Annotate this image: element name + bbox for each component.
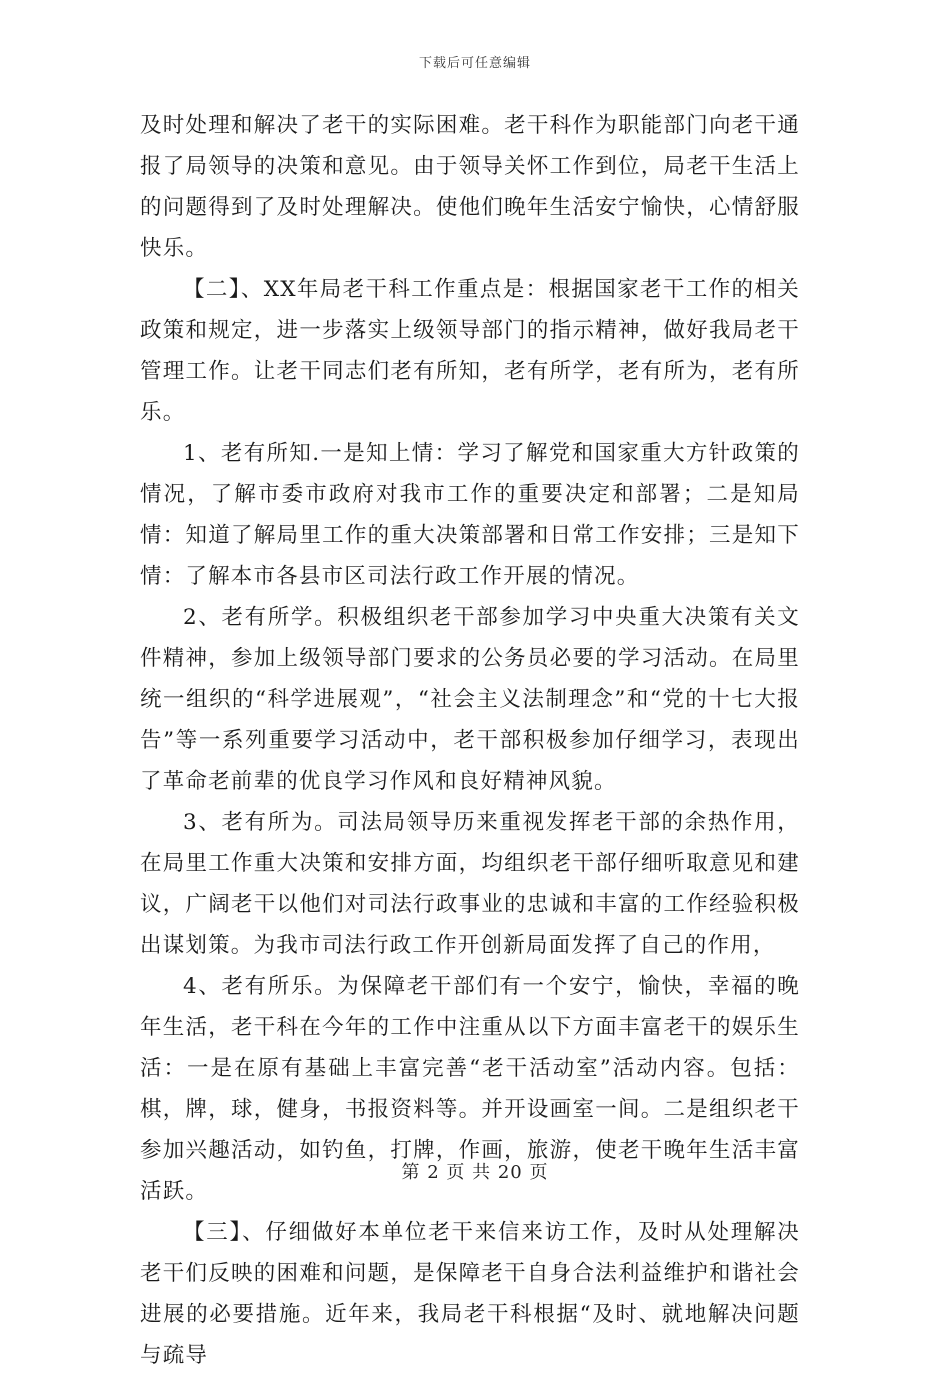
page-number-footer: 第 2 页 共 20 页 <box>401 1162 549 1183</box>
paragraph-item-3: 3、老有所为。司法局领导历来重视发挥老干部的余热作用，在局里工作重大决策和安排方面，均组织老干部仔细听取意见和建议，广阔老干以他们对司法行政事业的忠诚和丰富的工作经验积极出谋划策。为我市司法行政工作开创新局面发挥了自己的作用， <box>140 810 800 958</box>
paragraph-item-4: 4、老有所乐。为保障老干部们有一个安宁，愉快，幸福的晚年生活，老干科在今年的工作中注重从以下方面丰富老干的娱乐生活：一是在原有基础上丰富完善“老干活动室”活动内容。包括：棋，牌，球，健身，书报资料等。并开设画室一间。二是组织老干参加兴趣活动，如钓鱼，打牌，作画，旅游，使老干晚年生活丰富活跃。 <box>140 974 800 1204</box>
paragraph-item-2: 2、老有所学。积极组织老干部参加学习中央重大决策有关文件精神，参加上级领导部门要求的公务员必要的学习活动。在局里统一组织的“科学进展观”，“社会主义法制理念”和“党的十七大报告”等一系列重要学习活动中，老干部积极参加仔细学习，表现出了革命老前辈的优良学习作风和良好精神风貌。 <box>140 605 800 794</box>
paragraph-section-two: 【二】、XX年局老干科工作重点是：根据国家老干工作的相关政策和规定，进一步落实上级领导部门的指示精神，做好我局老干管理工作。让老干同志们老有所知，老有所学，老有所为，老有所乐。 <box>140 277 800 425</box>
document-body <box>140 105 800 1376</box>
paragraph-continuation: 及时处理和解决了老干的实际困难。老干科作为职能部门向老干通报了局领导的决策和意见。由于领导关怀工作到位，局老干生活上的问题得到了及时处理解决。使他们晚年生活安宁愉快，心情舒服快乐。 <box>140 113 800 261</box>
paragraph-item-1: 1、老有所知.一是知上情：学习了解党和国家重大方针政策的情况，了解市委市政府对我市工作的重要决定和部署；二是知局情：知道了解局里工作的重大决策部署和日常工作安排；三是知下情：了解本市各县市区司法行政工作开展的情况。 <box>140 441 800 589</box>
page-header-note: 下载后可任意编辑 <box>418 56 531 71</box>
paragraph-section-three: 【三】、仔细做好本单位老干来信来访工作，及时从处理解决老干们反映的困难和问题，是保障老干自身合法利益维护和谐社会进展的必要措施。近年来，我局老干科根据“及时、就地解决问题与疏导 <box>140 1220 800 1368</box>
